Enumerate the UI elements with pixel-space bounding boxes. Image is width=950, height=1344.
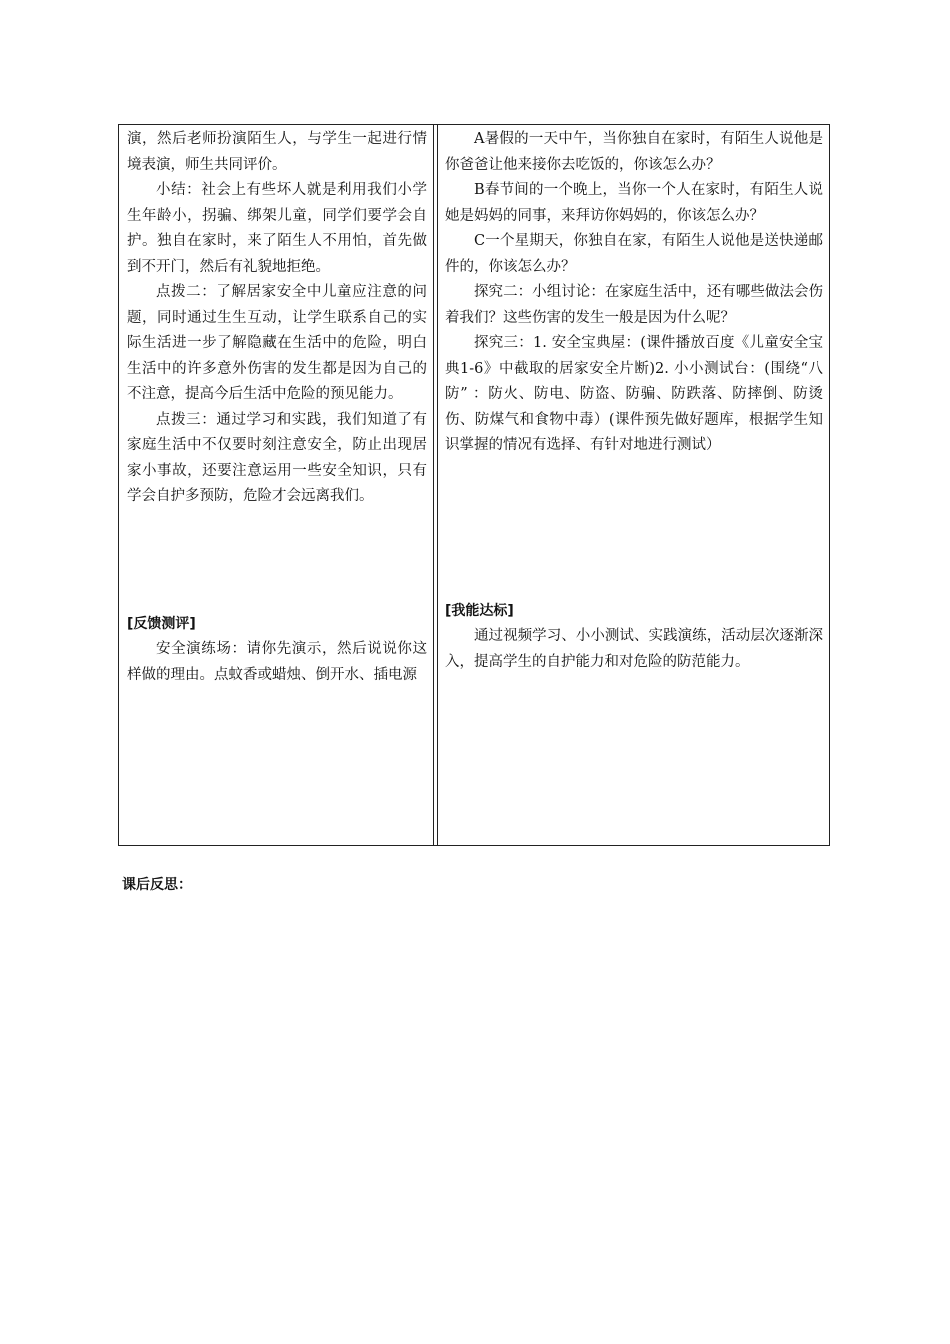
left-column — [127, 127, 427, 688]
left-paragraph-1: 演，然后老师扮演陌生人，与学生一起进行情境表演，师生共同评价。 — [127, 131, 427, 173]
right-column — [445, 127, 823, 675]
goal-text: 通过视频学习、小小测试、实践演练，活动层次逐渐深入，提高学生的自护能力和对危险的防范能力。 — [445, 628, 823, 670]
guidance-two-paragraph: 点拨二：了解居家安全中儿童应注意的问题，同时通过生生互动，让学生联系自己的实际生活进一步了解隐藏在生活中的危险，明白生活中的许多意外伤害的发生都是因为自己的不注意，提高今后生活中危险的预见能力。 — [127, 284, 427, 402]
column-divider-inner — [437, 125, 438, 845]
explore-two-paragraph: 探究二：小组讨论：在家庭生活中，还有哪些做法会伤着我们？这些伤害的发生一般是因为什么呢？ — [445, 284, 823, 326]
feedback-heading: [反馈测评] — [127, 615, 196, 632]
summary-paragraph: 小结：社会上有些坏人就是利用我们小学生年龄小，拐骗、绑架儿童，同学们要学会自护。独自在家时，来了陌生人不用怕，首先做到不开门，然后有礼貌地拒绝。 — [127, 182, 427, 275]
feedback-text: 安全演练场：请你先演示，然后说说你这样做的理由。点蚊香或蜡烛、倒开水、插电源 — [127, 641, 427, 683]
guidance-three-paragraph: 点拨三：通过学习和实践，我们知道了有家庭生活中不仅要时刻注意安全，防止出现居家小事故，还要注意运用一些安全知识，只有学会自护多预防，危险才会远离我们。 — [127, 411, 427, 504]
after-class-reflection-label: 课后反思： — [122, 877, 192, 893]
lesson-table — [118, 124, 830, 846]
column-divider — [433, 125, 434, 845]
explore-three-paragraph: 探究三：1. 安全宝典屋：(课件播放百度《儿童安全宝典1-6》中截取的居家安全片断)2. 小小测试台：(围绕“八防” ：防火、防电、防盗、防骗、防跌落、防摔倒、防烫伤、防煤气和食物中毒）(课件预先做好题库，根据学生知识掌握的情况有选择、有针对地进行测试） — [445, 335, 823, 453]
spacer — [445, 459, 823, 599]
scenario-c: C一个星期天，你独自在家，有陌生人说他是送快递邮件的，你该怎么办？ — [445, 233, 823, 275]
goal-heading: [我能达标] — [445, 602, 514, 619]
scenario-b: B春节间的一个晚上，当你一个人在家时，有陌生人说她是妈妈的同事，来拜访你妈妈的，你该怎么办？ — [445, 182, 823, 224]
scenario-a: A暑假的一天中午，当你独自在家时，有陌生人说他是你爸爸让他来接你去吃饭的，你该怎么办？ — [445, 131, 823, 173]
spacer — [127, 510, 427, 612]
